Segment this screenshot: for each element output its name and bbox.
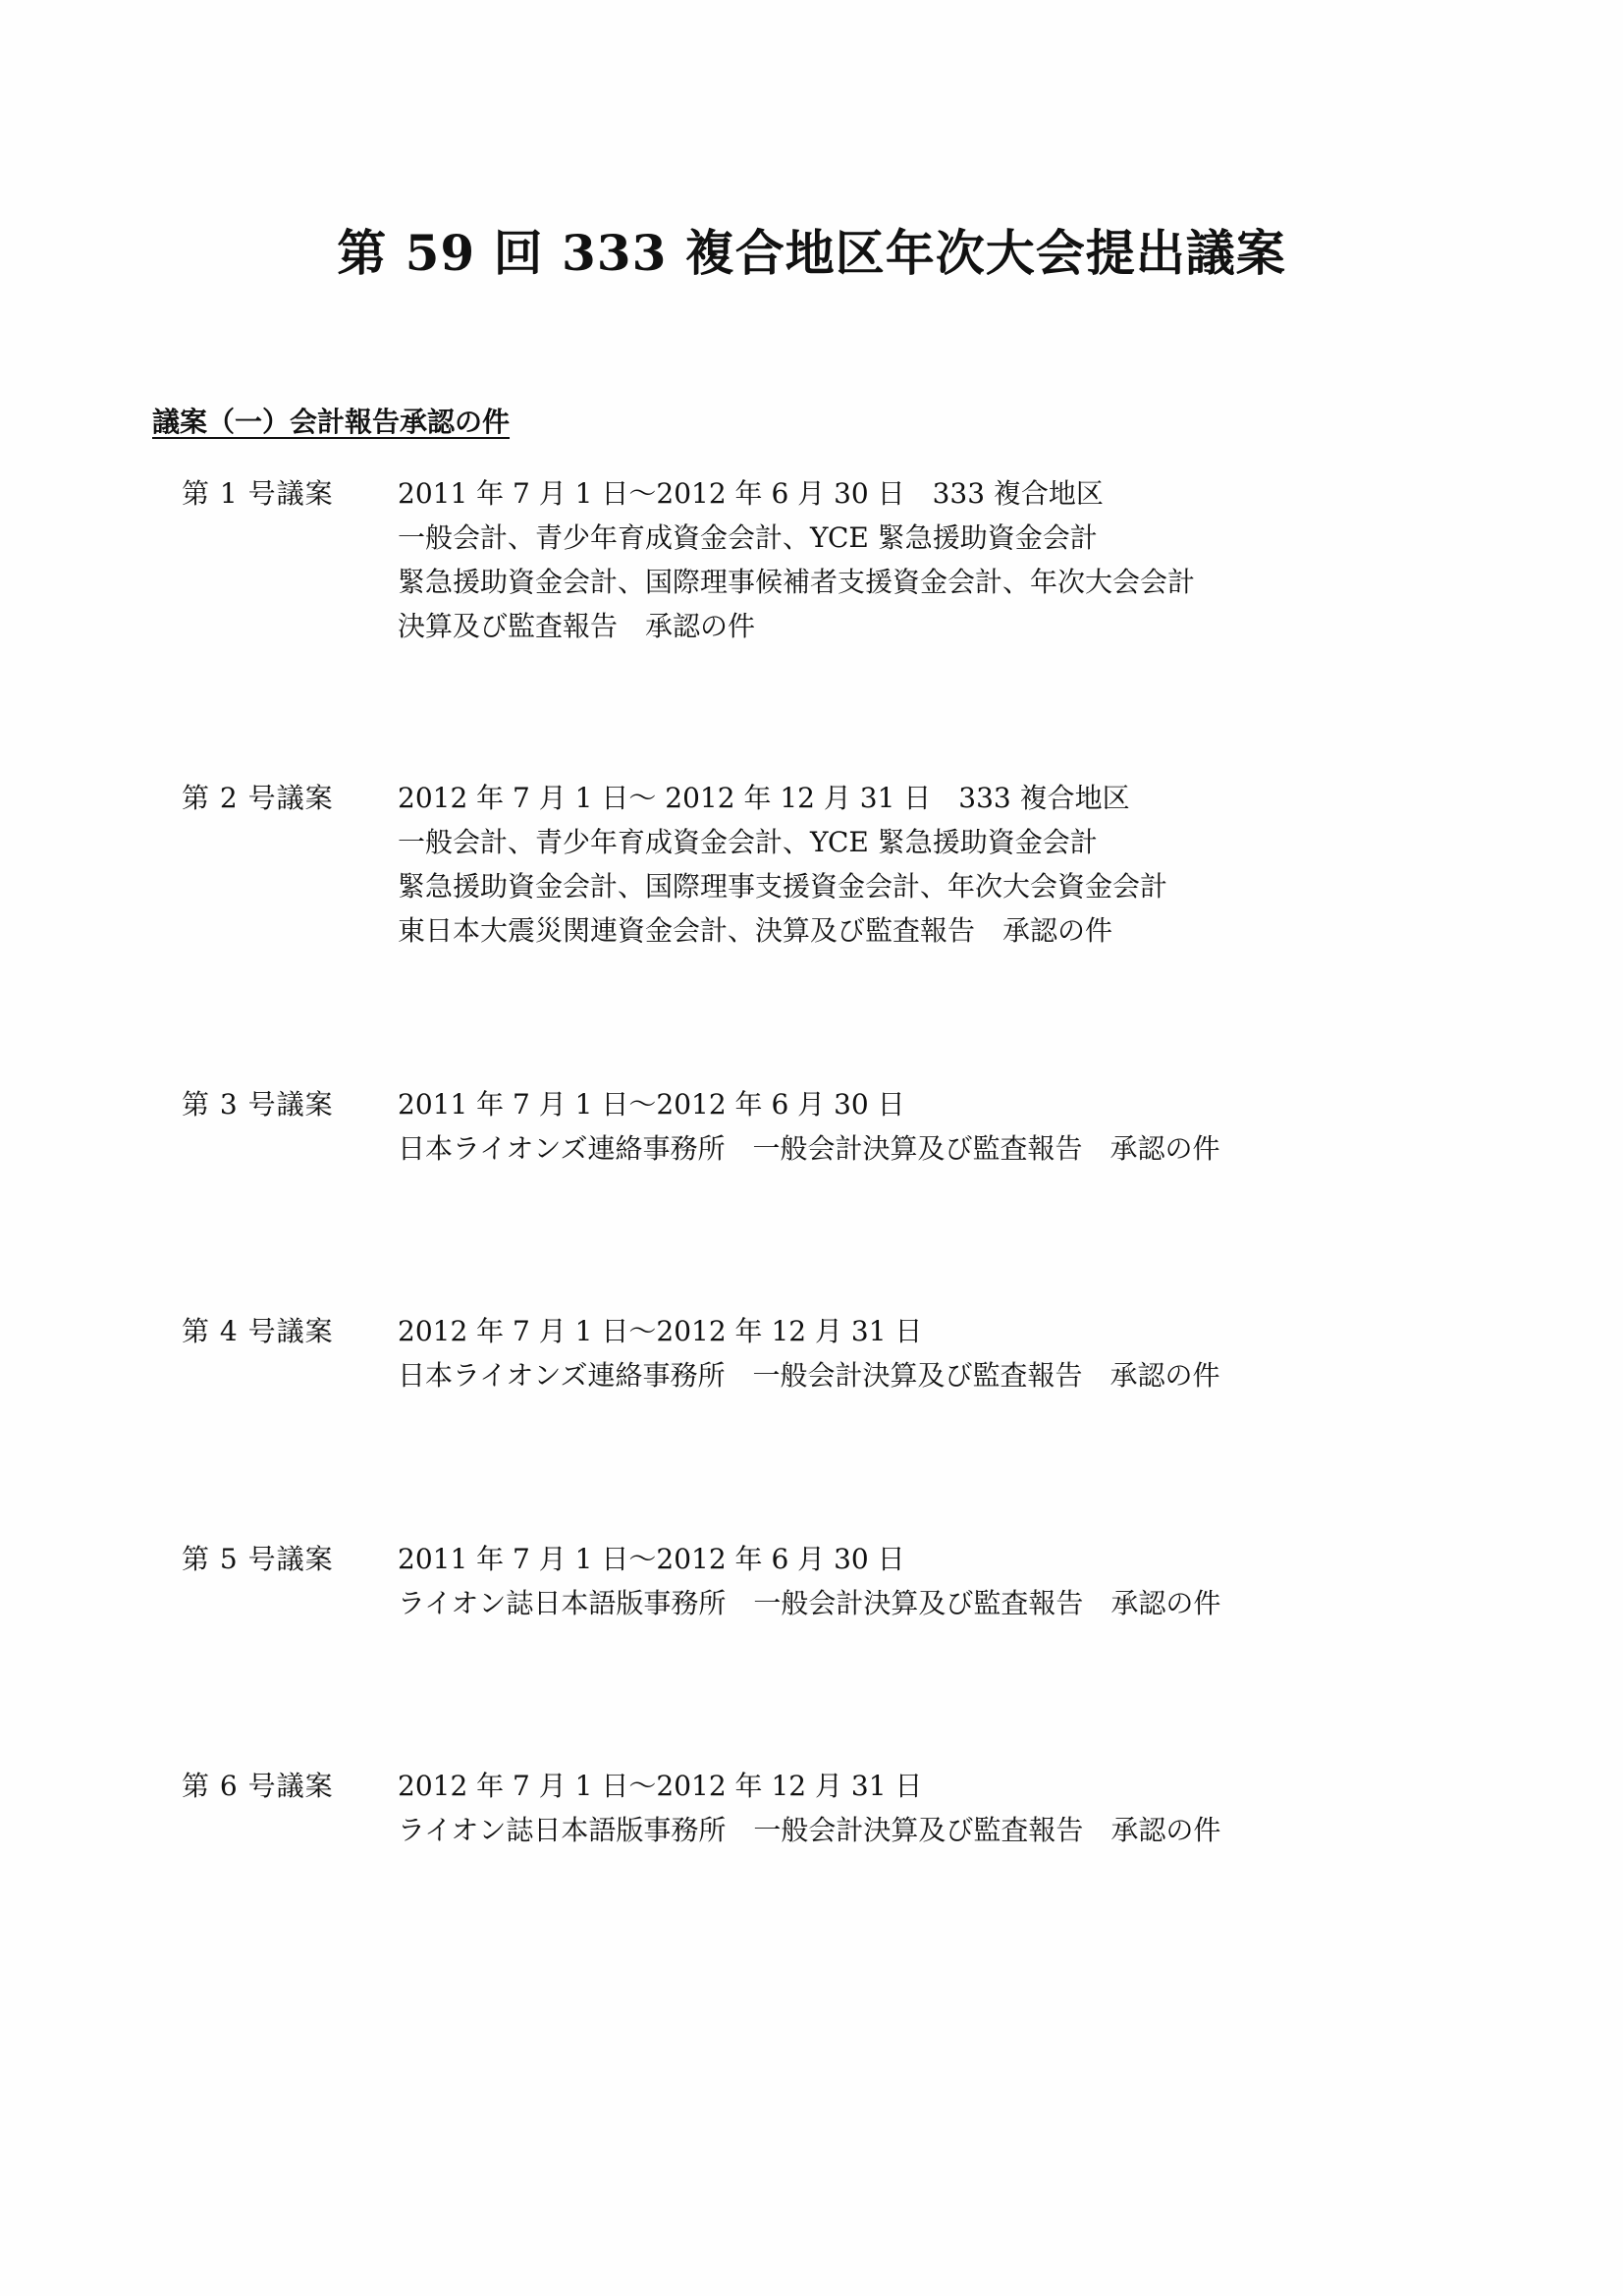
proposal-text	[398, 1309, 1219, 1397]
proposal-line: 2011 年 7 月 1 日～2012 年 6 月 30 日 333 複合地区	[398, 477, 1104, 510]
proposal-label: 第 6 号議案	[182, 1770, 334, 1802]
proposal-text	[398, 1082, 1219, 1171]
proposal-label: 第 5 号議案	[182, 1543, 334, 1575]
proposal-label: 第 3 号議案	[182, 1088, 334, 1121]
proposal-text	[398, 776, 1167, 953]
proposal-line: 2011 年 7 月 1 日～2012 年 6 月 30 日	[398, 1088, 905, 1121]
proposal-line: 2011 年 7 月 1 日～2012 年 6 月 30 日	[398, 1543, 905, 1575]
proposal-line: 2012 年 7 月 1 日～2012 年 12 月 31 日	[398, 1315, 923, 1347]
proposal-label: 第 4 号議案	[182, 1315, 334, 1347]
proposal-line: 緊急援助資金会計、国際理事候補者支援資金会計、年次大会会計	[398, 566, 1196, 598]
proposal-line: 日本ライオンズ連絡事務所 一般会計決算及び監査報告 承認の件	[398, 1132, 1220, 1165]
proposal-line: 緊急援助資金会計、国際理事支援資金会計、年次大会資金会計	[398, 870, 1168, 902]
proposal-line: 一般会計、青少年育成資金会計、YCE 緊急援助資金会計	[398, 521, 1098, 554]
proposal-line: 一般会計、青少年育成資金会計、YCE 緊急援助資金会計	[398, 826, 1098, 858]
proposal-line: 決算及び監査報告 承認の件	[398, 610, 756, 642]
proposal-line: ライオン誌日本語版事務所 一般会計決算及び監査報告 承認の件	[398, 1814, 1221, 1846]
proposal-line: ライオン誌日本語版事務所 一般会計決算及び監査報告 承認の件	[398, 1587, 1221, 1619]
proposal-line: 2012 年 7 月 1 日～2012 年 12 月 31 日	[398, 1770, 923, 1802]
proposal-label: 第 2 号議案	[182, 782, 334, 814]
proposal-line: 東日本大震災関連資金会計、決算及び監査報告 承認の件	[398, 914, 1113, 947]
section-heading: 議案（一）会計報告承認の件	[152, 406, 511, 438]
document-title: 第 59 回 333 複合地区年次大会提出議案	[337, 224, 1286, 282]
proposal-text	[398, 1764, 1220, 1852]
proposal-label: 第 1 号議案	[182, 477, 334, 510]
proposal-text	[398, 1537, 1220, 1625]
proposal-text	[398, 471, 1195, 648]
proposal-line: 2012 年 7 月 1 日～ 2012 年 12 月 31 日 333 複合地区	[398, 782, 1130, 814]
proposal-line: 日本ライオンズ連絡事務所 一般会計決算及び監査報告 承認の件	[398, 1359, 1220, 1392]
